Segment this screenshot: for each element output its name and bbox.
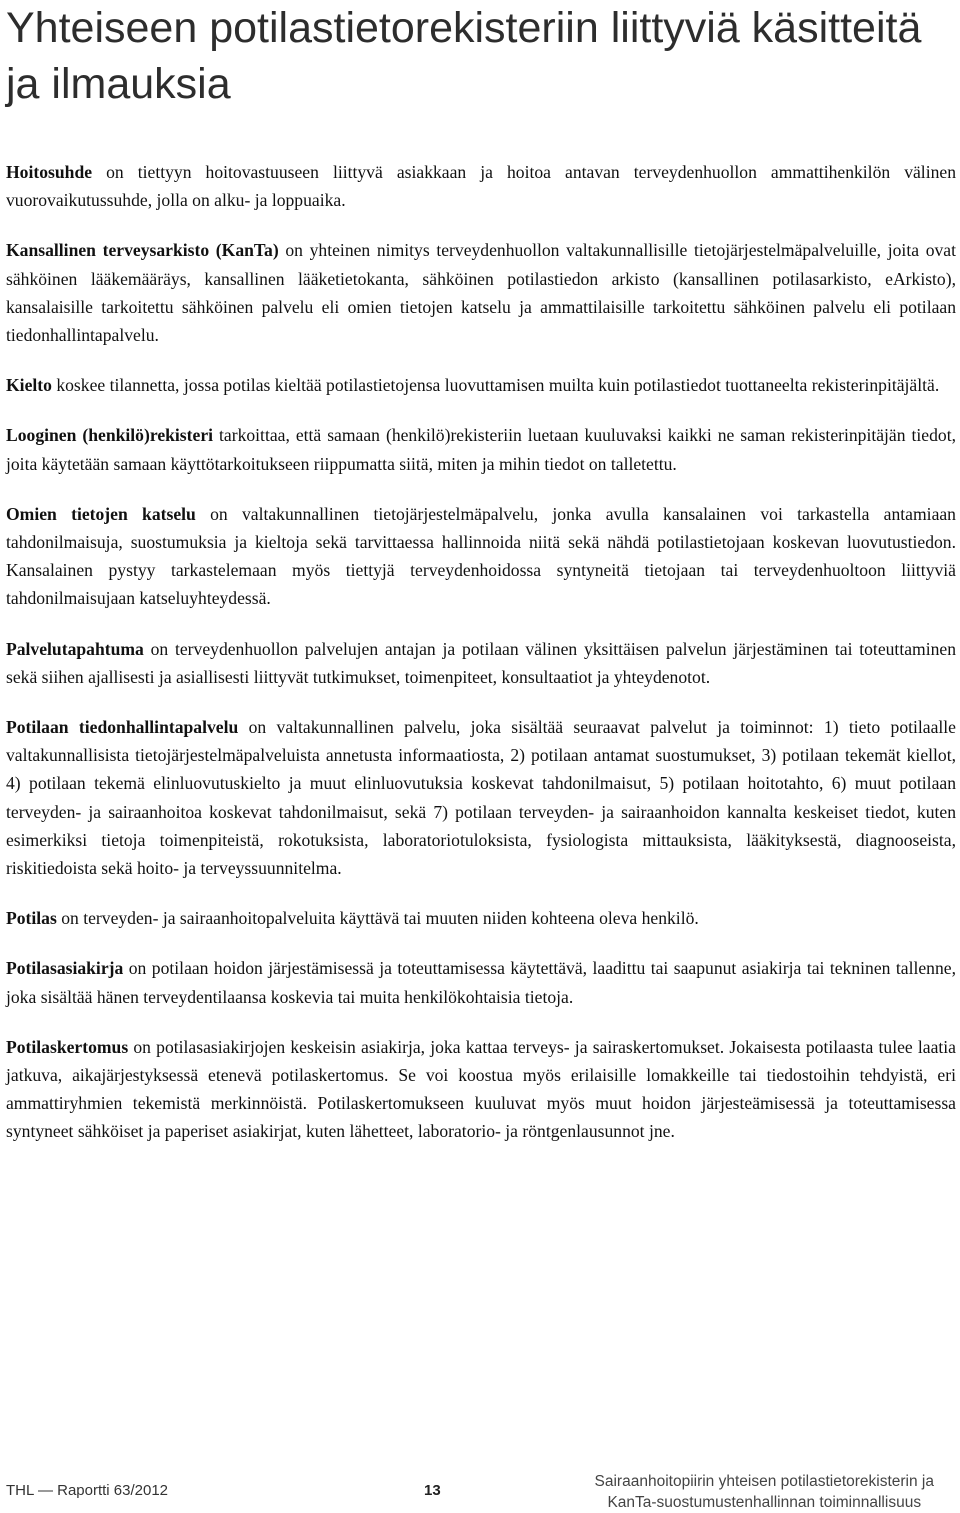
definition-potilaskertomus xyxy=(6,1033,956,1146)
page-title: Yhteiseen potilastietorekisteriin liittyviä käsitteitä ja ilmauksia xyxy=(6,4,922,108)
page-footer xyxy=(0,1468,960,1513)
definition-kanta xyxy=(6,236,956,349)
definition-term: Kielto xyxy=(6,375,52,396)
report-title-line-2: KanTa-suostumustenhallinnan toiminnallisuus xyxy=(607,1494,922,1511)
definition-looginen-rekisteri xyxy=(6,421,956,477)
definition-text: on terveydenhuollon palvelujen antajan ja potilaan välinen yksittäisen palvelun järjestäminen tai toteuttaminen sekä siihen ajallisesti ja asiallisesti liittyvät tutkimukset, toimenpiteet, konsultaatiot ja yhteydenotot. xyxy=(6,638,956,687)
definition-text: on potilaan hoidon järjestämisessä ja toteuttamisessa käytettävä, laadittu tai saapunut asiakirja tai tekninen tallenne, joka sisältää hänen terveydentilaansa koskevia tai muita henkilökohtaisia tietoja. xyxy=(6,958,956,1007)
definitions-list xyxy=(6,158,956,1168)
definition-term: Looginen (henkilö)rekisteri xyxy=(6,425,214,446)
definition-text: on yhteinen nimitys terveydenhuollon valtakunnallisille tietojärjestelmäpalveluille, joita ovat sähköinen lääkemääräys, kansallinen lääketietokanta, sähköinen potilastiedon arkisto (kansallinen potilasarkisto, eArkisto), kansalaisille tarkoitettu sähköinen palvelu eli omien tietojen katselu ja ammattilaisille tarkoitettu sähköinen palvelu eli potilaan tiedonhallintapalvelu. xyxy=(6,240,956,346)
page-number: 13 xyxy=(424,1482,441,1499)
definition-text: koskee tilannetta, jossa potilas kieltää potilastietojensa luovuttamisen muilta kuin potilastiedot tuottaneelta rekisterinpitäjältä. xyxy=(51,375,940,396)
definition-term: Kansallinen terveysarkisto (KanTa) xyxy=(6,240,279,261)
definition-omien-tietojen-katselu xyxy=(6,500,956,613)
definition-kielto xyxy=(6,371,956,399)
definition-text: on valtakunnallinen tietojärjestelmäpalvelu, jonka avulla kansalainen voi tarkastella antamiaan tahdonilmaisuja, suostumuksia ja kieltoja sekä tarvittaessa hallinnoida niitä sekä nähdä potilastietojaan koskevan luovutustiedon. Kansalainen pystyy tarkastelemaan myös tiettyjä terveydenhoidossa syntyneitä tietojaan tai terveydenhuoltoon liittyviä tahdonilmaisujaan katseluyhteydessä. xyxy=(6,503,956,609)
definition-term: Potilasasiakirja xyxy=(6,958,124,979)
definition-term: Potilaan tiedonhallintapalvelu xyxy=(6,717,239,738)
definition-text: tarkoittaa, että samaan (henkilö)rekisteriin luetaan kuuluvaksi kaikki ne saman rekisterinpitäjän tiedot, joita käytetään samaan käyttötarkoitukseen riippumatta siitä, miten ja mihin tiedot on talletettu. xyxy=(6,425,956,474)
report-reference: THL — Raportti 63/2012 xyxy=(6,1482,169,1499)
definition-text: on tiettyyn hoitovastuuseen liittyvä asiakkaan ja hoitoa antavan terveydenhuollon ammattihenkilön välinen vuorovaikutussuhde, jolla on alku- ja loppuaika. xyxy=(6,162,956,211)
definition-text: on terveyden- ja sairaanhoitopalveluita käyttävä tai muuten niiden kohteena oleva henkilö. xyxy=(56,908,699,929)
report-title xyxy=(595,1471,934,1513)
definition-palvelutapahtuma xyxy=(6,635,956,691)
report-title-line-1: Sairaanhoitopiirin yhteisen potilastietorekisterin ja xyxy=(594,1473,934,1490)
definition-term: Potilaskertomus xyxy=(6,1036,129,1057)
definition-text: on potilasasiakirjojen keskeisin asiakirja, joka kattaa terveys- ja sairaskertomukset. Jokaisesta potilaasta tulee laatia jatkuva, aikajärjestyksessä etenevä potilaskertomus. Se voi koostua myös erilaisille lomakkeille tai tiedostoihin tehdyistä, eri ammattiryhmien tekemistä merkinnöistä. Potilaskertomukseen kuuluvat myös muut hoidon järjesteämisessä ja toteuttamisessa syntyneet sähköiset ja paperiset asiakirjat, kuten lähetteet, laboratorio- ja röntgenlausunnot jne. xyxy=(6,1036,956,1142)
definition-potilas xyxy=(6,904,956,932)
definition-term: Palvelutapahtuma xyxy=(6,638,144,659)
definition-term: Hoitosuhde xyxy=(6,162,93,182)
definition-term: Potilas xyxy=(6,908,57,929)
definition-hoitosuhde xyxy=(6,158,956,214)
definition-tiedonhallintapalvelu xyxy=(6,713,956,882)
definition-potilasasiakirja xyxy=(6,954,956,1010)
definition-term: Omien tietojen katselu xyxy=(6,503,196,524)
definition-text: on valtakunnallinen palvelu, joka sisältää seuraavat palvelut ja toiminnot: 1) tieto potilaalle valtakunnallisista tietojärjestelmäpalveluista annetusta informaatiosta, 2) potilaan antamat suostumukset, 3) potilaan tekemät kiellot, 4) potilaan tekemä elinluovutuskielto ja muut elinluovutuksia koskevat tahdonilmaisut, 5) potilaan hoitotahto, 6) muut potilaan terveyden- ja sairaanhoitoa koskevat tahdonilmaisut, sekä 7) potilaan terveyden- ja sairaanhoidon kannalta keskeiset tiedot, kuten esimerkiksi tietoja toimenpiteistä, rokotuksista, laboratoriotuloksista, fysiologista mittauksista, lääkityksestä, diagnooseista, riskitiedoista sekä hoito- ja terveyssuunnitelma. xyxy=(6,717,956,879)
